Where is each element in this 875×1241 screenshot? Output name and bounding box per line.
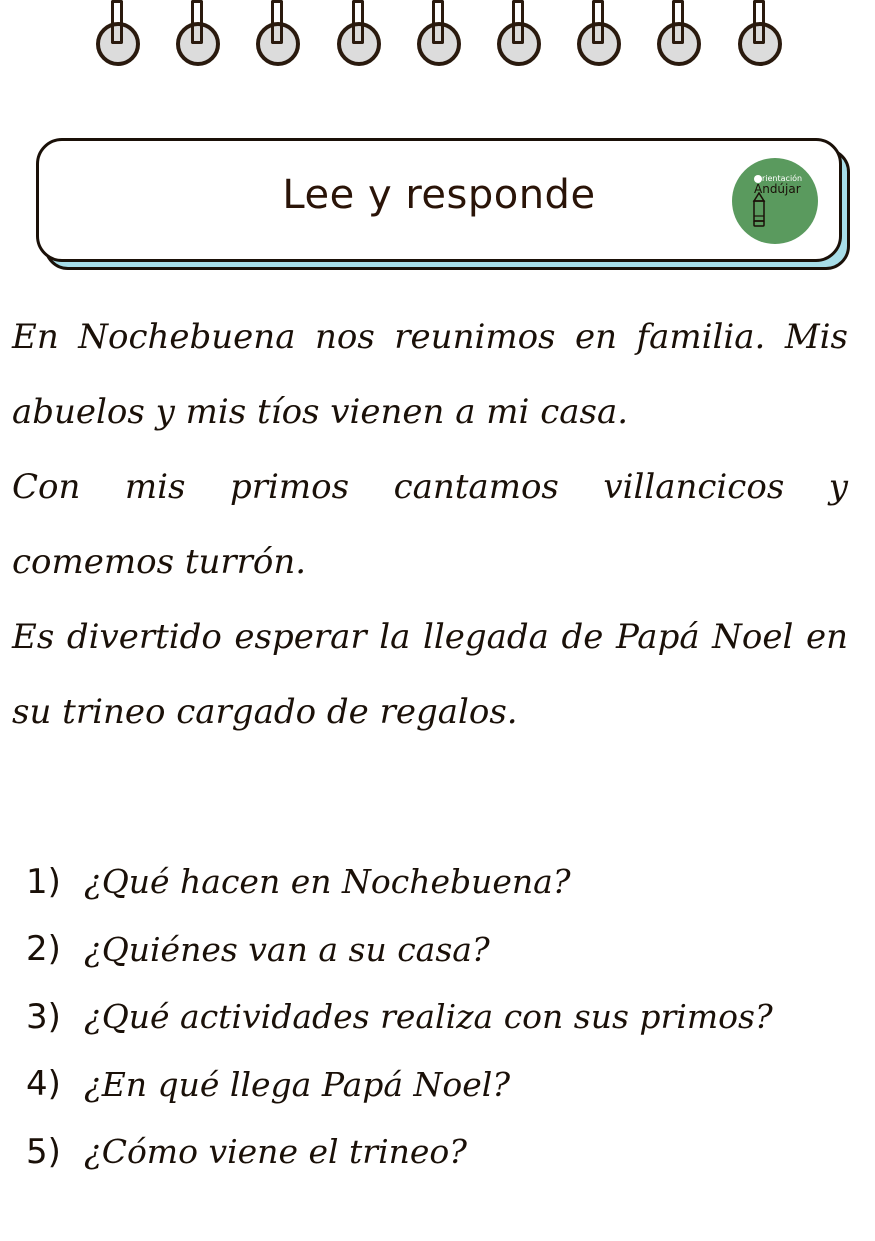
question-number: 4): [26, 1064, 61, 1105]
question-text: ¿Qué actividades realiza con sus primos?: [84, 997, 773, 1037]
reading-paragraph: Es divertido esperar la llegada de Papá Noel en su trineo cargado de regalos.: [12, 617, 848, 732]
spiral-ring-icon: [337, 0, 381, 68]
reading-text: [12, 300, 848, 750]
pencil-icon: [752, 192, 766, 228]
logo: [732, 158, 818, 244]
question-number: 2): [26, 929, 61, 970]
spiral-ring-icon: [657, 0, 701, 68]
question-list: [26, 848, 846, 1186]
reading-paragraph: En Nochebuena nos reunimos en familia. Mis abuelos y mis tíos vienen a mi casa.: [12, 317, 848, 432]
question-text: ¿Qué hacen en Nochebuena?: [84, 862, 571, 902]
question-text: ¿Cómo viene el trineo?: [84, 1132, 467, 1172]
logo-text-top: rientación: [762, 174, 803, 183]
spiral-ring-icon: [738, 0, 782, 68]
logo-text-main: Andújar: [754, 182, 801, 196]
question-text: ¿Quiénes van a su casa?: [84, 929, 490, 969]
question-number: 1): [26, 861, 61, 902]
spiral-ring-icon: [256, 0, 300, 68]
spiral-binding: [0, 0, 875, 70]
question-item: [26, 1051, 846, 1119]
question-number: 5): [26, 1131, 61, 1172]
question-item: [26, 848, 846, 916]
question-item: [26, 1118, 846, 1186]
reading-paragraph: Con mis primos cantamos villancicos y comemos turrón.: [12, 467, 848, 582]
question-text: ¿En qué llega Papá Noel?: [84, 1064, 511, 1104]
page-title: Lee y responde: [282, 172, 596, 218]
question-number: 3): [26, 996, 61, 1037]
spiral-ring-icon: [176, 0, 220, 68]
question-item: [26, 983, 846, 1051]
spiral-ring-icon: [497, 0, 541, 68]
spiral-ring-icon: [96, 0, 140, 68]
spiral-ring-icon: [417, 0, 461, 68]
question-item: [26, 916, 846, 984]
spiral-ring-icon: [577, 0, 621, 68]
